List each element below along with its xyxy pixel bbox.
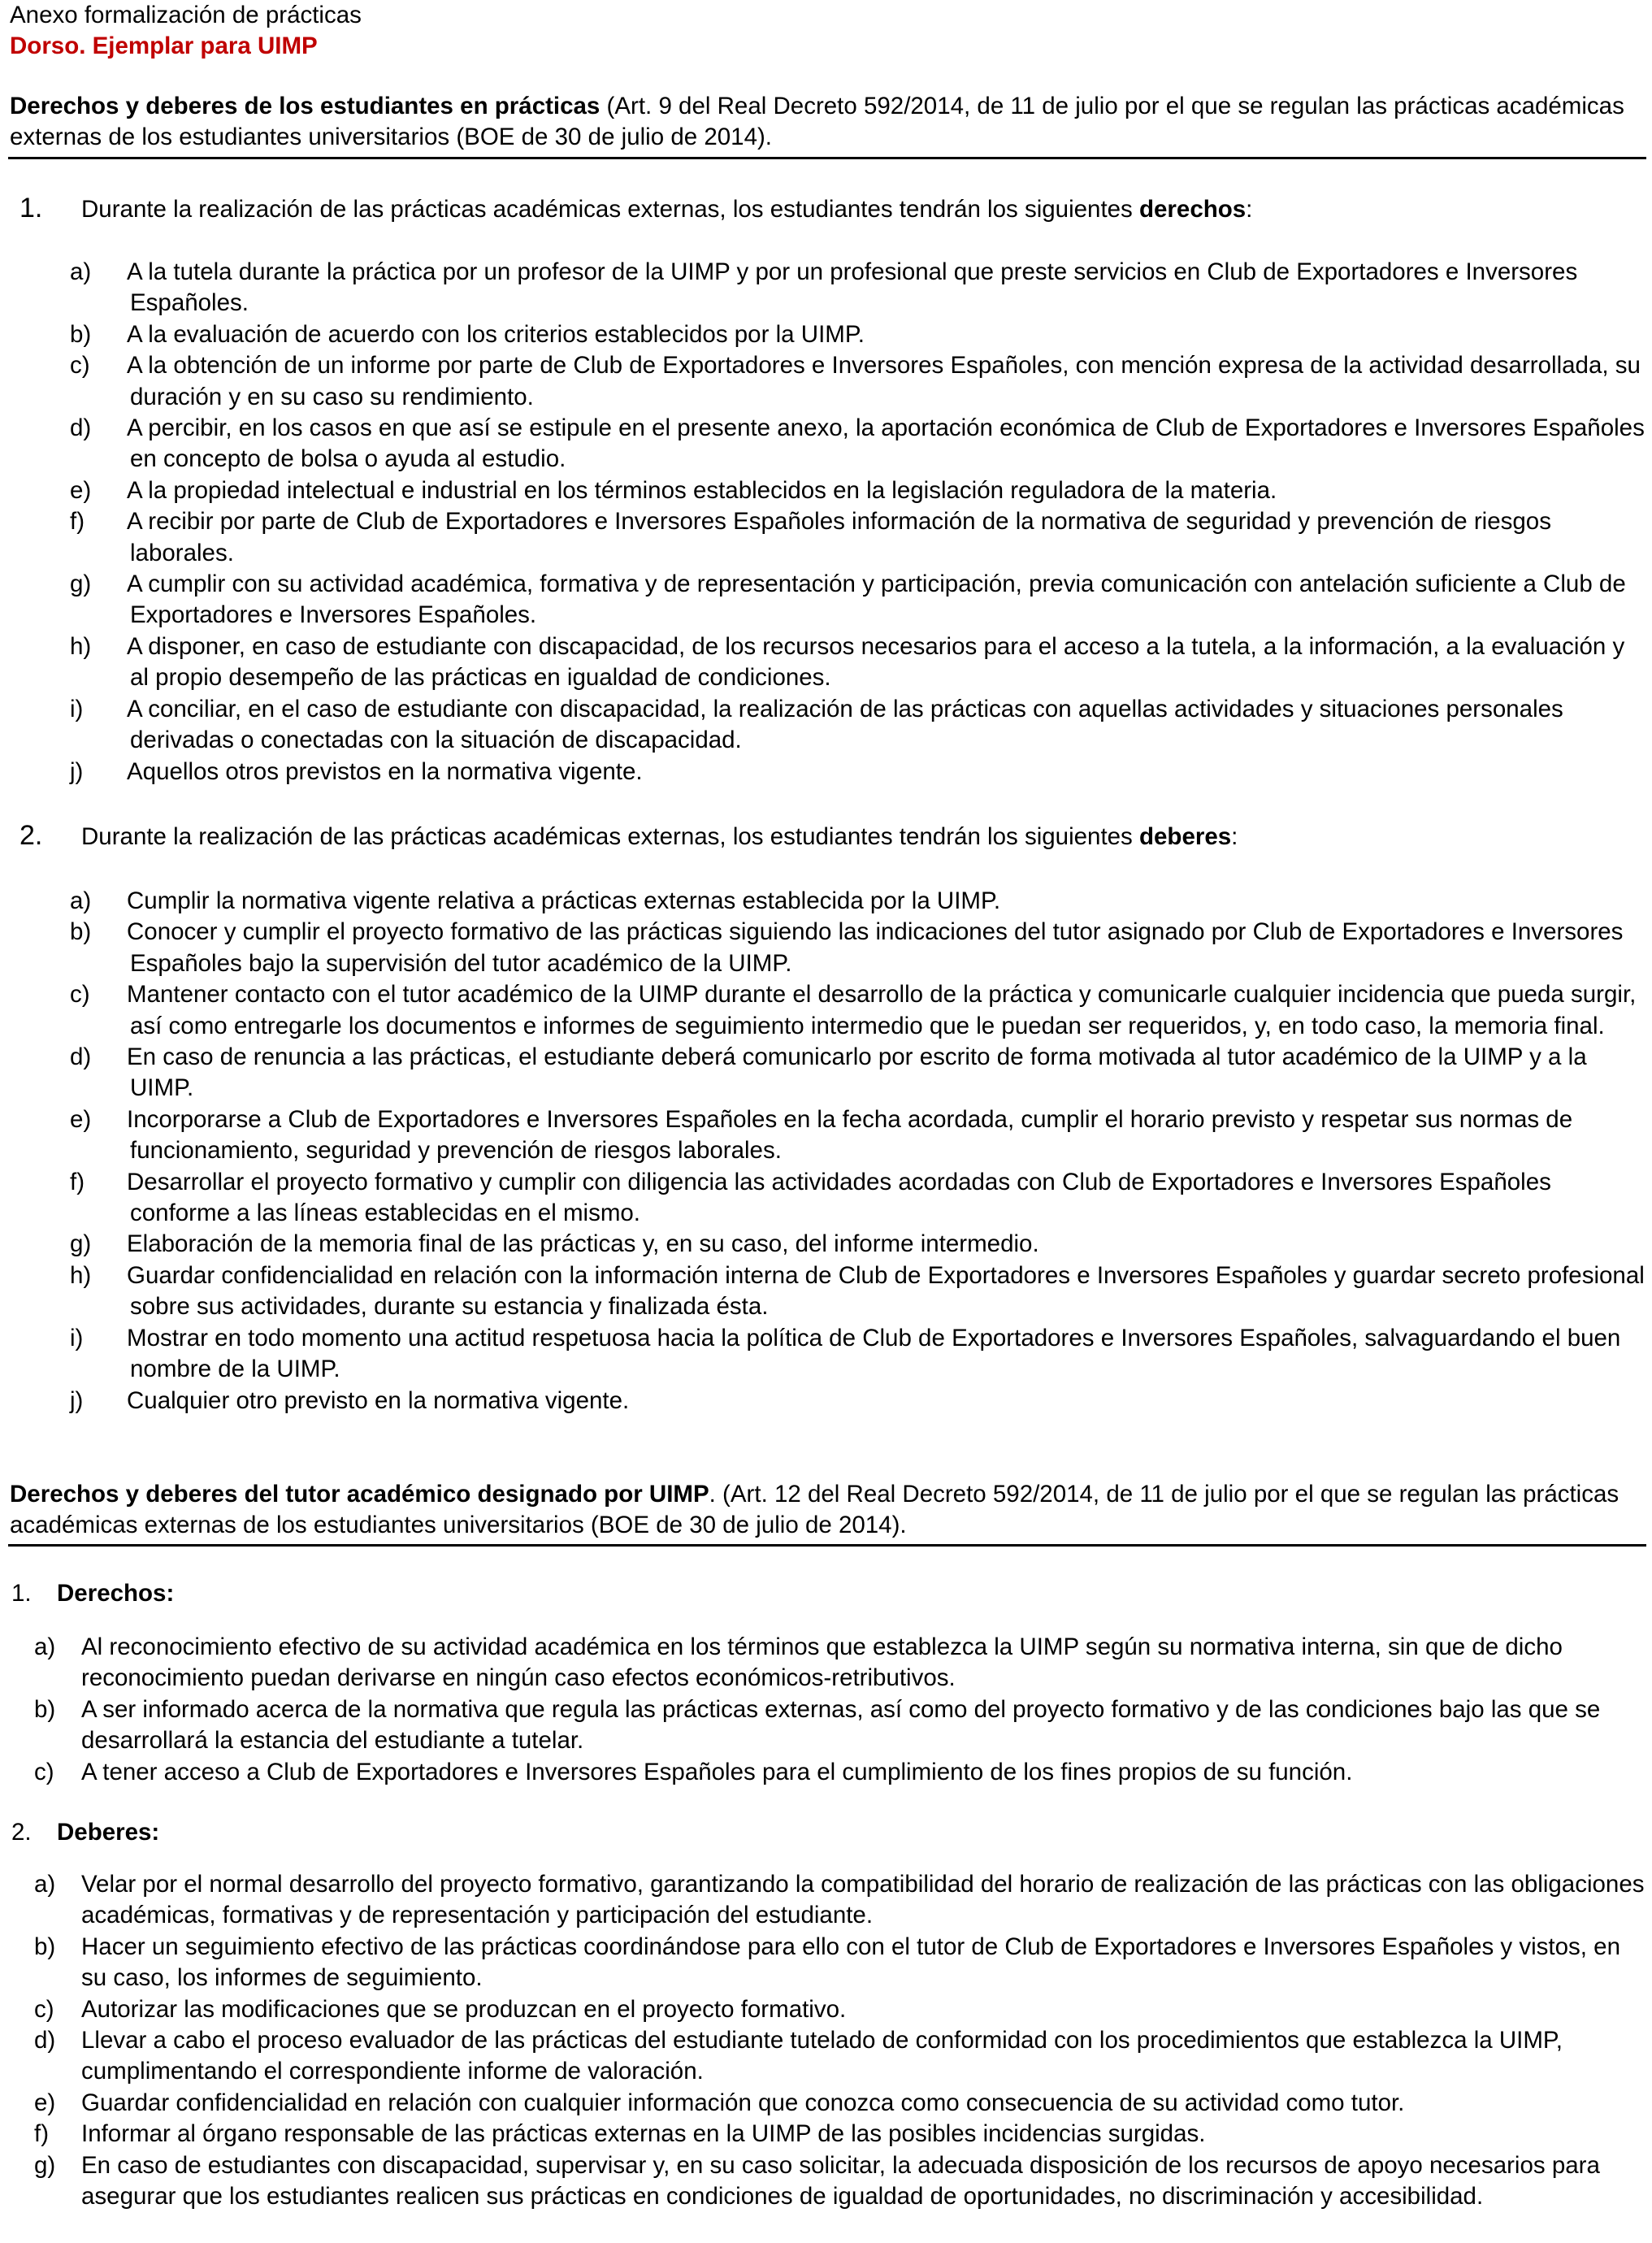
list-item-text: Cualquier otro previsto en la normativa vigente.	[127, 1386, 630, 1414]
students-title-bold: Derechos y deberes de los estudiantes en prácticas	[10, 93, 601, 119]
list-item	[70, 1042, 1646, 1104]
students-rights-intro-end: :	[1246, 196, 1253, 223]
list-item	[70, 569, 1646, 631]
list-item	[34, 1994, 1646, 2025]
students-rights-intro-text: Durante la realización de las prácticas académicas externas, los estudiantes tendrán los siguientes	[81, 196, 1139, 223]
students-duties-intro	[81, 822, 1641, 853]
tutor-title-bold: Derechos y deberes del tutor académico designado por UIMP	[10, 1481, 709, 1508]
list-item-text: Elaboración de la memoria final de las prácticas y, en su caso, del informe intermedio.	[127, 1230, 1039, 1258]
list-item-label: b)	[34, 1695, 56, 1723]
tutor-title-rest: . (Art. 12 del Real Decreto 592/2014, de 11 de julio por el que se regulan las prácticas académicas externas de los estudiantes universitarios (BOE de 30 de julio de 2014).	[10, 1481, 1619, 1539]
tutor-rights-list	[34, 1632, 1646, 1788]
list-item-text: A la evaluación de acuerdo con los criterios establecidos por la UIMP.	[127, 320, 865, 348]
list-item	[70, 631, 1646, 694]
list-item-label: c)	[70, 352, 90, 380]
list-item	[70, 1323, 1646, 1386]
students-duties-intro-end: :	[1231, 823, 1238, 850]
list-item	[70, 1229, 1646, 1260]
list-item-text: A la obtención de un informe por parte de Club de Exportadores e Inversores Españoles, con mención expresa de la actividad desarrollada, su duración y en su caso su rendimiento.	[127, 352, 1641, 410]
list-item-label: d)	[34, 2027, 56, 2054]
list-item	[70, 886, 1646, 917]
list-item	[70, 350, 1646, 413]
list-item-label: i)	[70, 1324, 84, 1351]
list-item-text: Mostrar en todo momento una actitud respetuosa hacia la política de Club de Exportadores e Inversores Españoles, salvaguardando el buen nombre de la UIMP.	[127, 1324, 1621, 1383]
list-item-label: b)	[34, 1933, 56, 1960]
list-item	[34, 2088, 1646, 2119]
list-item	[70, 319, 1646, 350]
list-item-text: Autorizar las modificaciones que se produzcan en el proyecto formativo.	[81, 1995, 847, 2023]
students-rights-number: 1.	[20, 193, 43, 223]
students-duties-keyword: deberes	[1139, 823, 1232, 850]
list-item-text: A disponer, en caso de estudiante con discapacidad, de los recursos necesarios para el acceso a la tutela, a la información, a la evaluación y al propio desempeño de las prácticas en igualdad de condiciones.	[127, 632, 1625, 692]
list-item-text: A tener acceso a Club de Exportadores e Inversores Españoles para el cumplimiento de los fines propios de su función.	[81, 1758, 1353, 1785]
list-item-label: d)	[70, 1043, 92, 1071]
list-item-text: A la tutela durante la práctica por un profesor de la UIMP y por un profesional que preste servicios en Club de Exportadores e Inversores Españoles.	[127, 258, 1578, 317]
document-title: Anexo formalización de prácticas	[10, 2, 362, 28]
list-item	[34, 1932, 1646, 1994]
tutor-rights-heading: Derechos:	[57, 1580, 175, 1607]
list-item-label: b)	[70, 918, 92, 946]
students-title-rest: (Art. 9 del Real Decreto 592/2014, de 11 de julio por el que se regulan las prácticas académicas externas de los estudiantes universitarios (BOE de 30 de julio de 2014).	[10, 93, 1624, 151]
list-item-text: Guardar confidencialidad en relación con la información interna de Club de Exportadores e Inversores Españoles y guardar secreto profesional sobre sus actividades, durante su estancia y finalizada ésta.	[127, 1261, 1645, 1321]
section-divider	[8, 157, 1646, 159]
document-subtitle: Dorso. Ejemplar para UIMP	[10, 33, 318, 59]
list-item-label: j)	[70, 1386, 84, 1414]
list-item-label: a)	[70, 258, 92, 285]
list-item	[70, 917, 1646, 979]
list-item	[34, 2150, 1646, 2213]
list-item-text: Informar al órgano responsable de las prácticas externas en la UIMP de las posibles incidencias surgidas.	[81, 2120, 1206, 2148]
list-item-text: Mantener contacto con el tutor académico de la UIMP durante el desarrollo de la práctica y comunicarle cualquier incidencia que pueda surgir, así como entregarle los documentos e informes de seguimiento intermedio que le puedan ser requeridos, y, en todo caso, la memoria final.	[127, 981, 1637, 1039]
list-item-text: Hacer un seguimiento efectivo de las prácticas coordinándose para ello con el tutor de Club de Exportadores e Inversores Españoles y vistos, en su caso, los informes de seguimiento.	[81, 1933, 1620, 1992]
list-item-label: c)	[34, 1758, 54, 1785]
list-item	[70, 475, 1646, 506]
list-item	[70, 757, 1646, 787]
list-item-label: d)	[70, 414, 92, 442]
section-divider	[8, 1544, 1646, 1547]
list-item-label: g)	[70, 1230, 92, 1258]
list-item-text: A percibir, en los casos en que así se estipule en el presente anexo, la aportación económica de Club de Exportadores e Inversores Españoles en concepto de bolsa o ayuda al estudio.	[127, 414, 1645, 473]
students-duties-intro-text: Durante la realización de las prácticas académicas externas, los estudiantes tendrán los siguientes	[81, 823, 1139, 850]
list-item-label: a)	[34, 1871, 56, 1898]
list-item	[34, 2025, 1646, 2088]
tutor-section-title	[10, 1479, 1644, 1543]
list-item-label: h)	[70, 1261, 92, 1289]
list-item	[34, 1694, 1646, 1757]
list-item-label: j)	[70, 757, 84, 785]
list-item	[70, 1167, 1646, 1230]
tutor-duties-heading: Deberes:	[57, 1819, 160, 1846]
list-item-label: i)	[70, 695, 84, 722]
list-item-text: Conocer y cumplir el proyecto formativo de las prácticas siguiendo las indicaciones del tutor asignado por Club de Exportadores e Inversores Españoles bajo la supervisión del tutor académico de la UIMP.	[127, 918, 1624, 977]
tutor-duties-list	[34, 1869, 1646, 2212]
list-item-text: Llevar a cabo el proceso evaluador de las prácticas del estudiante tutelado de conformidad con los procedimientos que establezca la UIMP, cumplimentando el correspondiente informe de valoración.	[81, 2027, 1563, 2085]
list-item	[70, 1386, 1646, 1417]
tutor-duties-number: 2.	[11, 1819, 32, 1846]
list-item	[70, 413, 1646, 475]
list-item-label: f)	[70, 508, 85, 536]
list-item-label: g)	[70, 571, 92, 598]
list-item-text: Guardar confidencialidad en relación con cualquier información que conozca como consecuencia de su actividad como tutor.	[81, 2089, 1405, 2116]
list-item-text: Velar por el normal desarrollo del proyecto formativo, garantizando la compatibilidad del horario de realización de las prácticas con las obligaciones académicas, formativas y de representación y participación del estudiante.	[81, 1871, 1645, 1929]
list-item-label: e)	[70, 1105, 92, 1133]
list-item-label: a)	[34, 1633, 56, 1660]
list-item-label: f)	[70, 1168, 85, 1195]
list-item-text: Aquellos otros previstos en la normativa vigente.	[127, 757, 643, 785]
list-item	[70, 694, 1646, 757]
list-item	[70, 1260, 1646, 1323]
list-item-text: Cumplir la normativa vigente relativa a prácticas externas establecida por la UIMP.	[127, 887, 1001, 914]
list-item-text: Incorporarse a Club de Exportadores e Inversores Españoles en la fecha acordada, cumplir el horario previsto y respetar sus normas de funcionamiento, seguridad y prevención de riesgos laborales.	[127, 1105, 1573, 1165]
list-item-text: En caso de estudiantes con discapacidad, supervisar y, en su caso solicitar, la adecuada disposición de los recursos de apoyo necesarios para asegurar que los estudiantes realicen sus prácticas en condiciones de igualdad de oportunidades, no discriminación y accesibilidad.	[81, 2151, 1600, 2210]
list-item-label: b)	[70, 320, 92, 348]
list-item	[34, 1757, 1646, 1788]
students-rights-list	[70, 257, 1646, 787]
list-item-text: A ser informado acerca de la normativa que regula las prácticas externas, así como del proyecto formativo y de las condiciones bajo las que se desarrollará la estancia del estudiante a tutelar.	[81, 1695, 1601, 1755]
list-item-text: A conciliar, en el caso de estudiante con discapacidad, la realización de las prácticas con aquellas actividades y situaciones personales derivadas o conectadas con la situación de discapacidad.	[127, 695, 1563, 754]
list-item-label: e)	[70, 476, 92, 504]
tutor-rights-number: 1.	[11, 1580, 32, 1607]
list-item-label: c)	[34, 1995, 54, 2023]
list-item	[70, 979, 1646, 1042]
students-duties-number: 2.	[20, 820, 43, 851]
list-item-text: A cumplir con su actividad académica, formativa y de representación y participación, previa comunicación con antelación suficiente a Club de Exportadores e Inversores Españoles.	[127, 571, 1626, 629]
list-item-label: g)	[34, 2151, 56, 2179]
students-rights-intro	[81, 194, 1641, 225]
list-item	[70, 506, 1646, 569]
list-item-label: c)	[70, 981, 90, 1009]
students-section-title	[10, 91, 1644, 155]
list-item-text: En caso de renuncia a las prácticas, el estudiante deberá comunicarlo por escrito de forma motivada al tutor académico de la UIMP y a la UIMP.	[127, 1043, 1587, 1102]
students-duties-list	[70, 886, 1646, 1417]
students-rights-keyword: derechos	[1139, 196, 1247, 223]
list-item-label: a)	[70, 887, 92, 914]
list-item-label: h)	[70, 632, 92, 660]
list-item	[70, 257, 1646, 319]
list-item	[70, 1104, 1646, 1167]
list-item-text: A recibir por parte de Club de Exportadores e Inversores Españoles información de la normativa de seguridad y prevención de riesgos laborales.	[127, 508, 1551, 566]
list-item-text: A la propiedad intelectual e industrial en los términos establecidos en la legislación reguladora de la materia.	[127, 476, 1277, 504]
list-item	[34, 1632, 1646, 1694]
list-item-label: e)	[34, 2089, 56, 2116]
list-item	[34, 1869, 1646, 1932]
list-item	[34, 2119, 1646, 2150]
list-item-label: f)	[34, 2120, 50, 2148]
list-item-text: Desarrollar el proyecto formativo y cumplir con diligencia las actividades acordadas con Club de Exportadores e Inversores Españoles conforme a las líneas establecidas en el mismo.	[127, 1168, 1551, 1227]
list-item-text: Al reconocimiento efectivo de su actividad académica en los términos que establezca la UIMP según su normativa interna, sin que de dicho reconocimiento puedan derivarse en ningún caso efectos económicos-retributivos.	[81, 1633, 1563, 1692]
